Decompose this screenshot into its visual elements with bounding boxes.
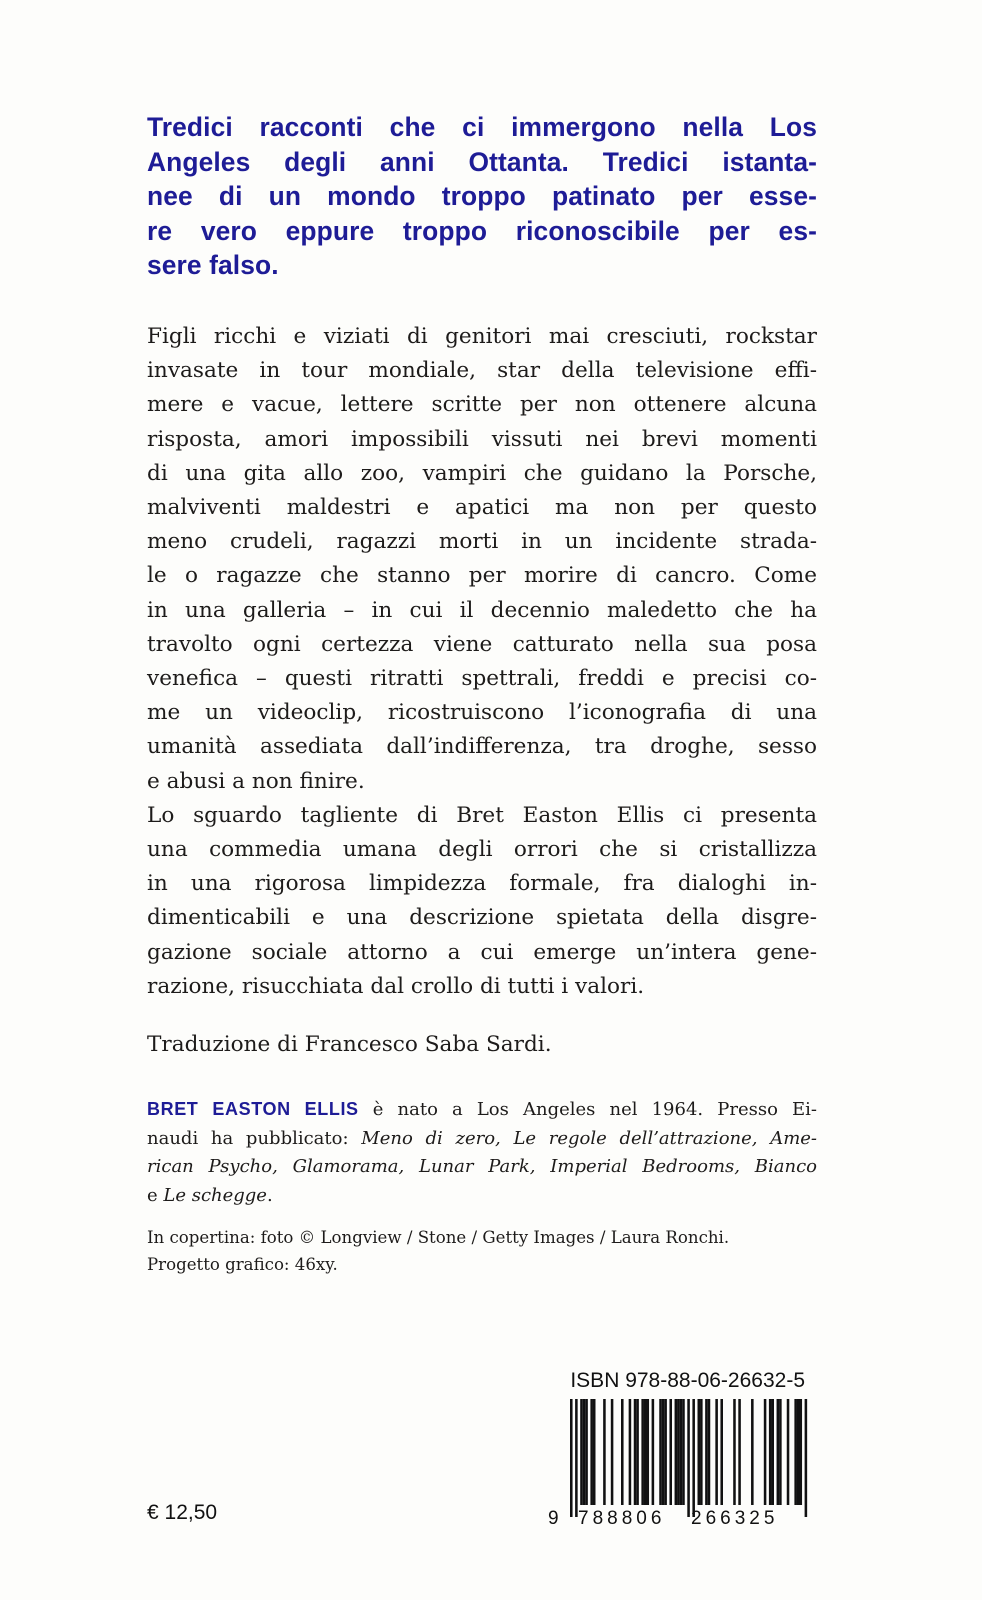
bio-line [147, 1095, 817, 1125]
barcode-bar [705, 1399, 708, 1505]
back-cover-blurb [147, 110, 817, 283]
barcode-bars [570, 1399, 808, 1517]
body-line: in una galleria – in cui il decennio maledetto che ha [147, 597, 817, 623]
description-body [147, 320, 817, 1004]
barcode-bar [675, 1399, 678, 1505]
body-line: travolto ogni certezza viene catturato nella sua posa [147, 631, 817, 657]
body-line: me un videoclip, ricostruiscono l’iconografia di una [147, 700, 817, 726]
barcode-bar [680, 1399, 683, 1505]
body-line: risposta, amori impossibili vissuti nei brevi momenti [147, 426, 817, 452]
barcode-bar [797, 1399, 800, 1505]
barcode-bar [590, 1399, 593, 1505]
body-line: razione, risucchiata dal crollo di tutti i valori. [147, 973, 645, 999]
barcode-bar [715, 1399, 718, 1505]
barcode-bar [692, 1399, 695, 1517]
author-bio [147, 1095, 817, 1211]
barcode-bar [641, 1399, 644, 1505]
blurb-line: Tredici racconti che ci immergono nella Los [147, 112, 817, 142]
barcode-bar [800, 1399, 803, 1505]
barcode-bar [652, 1399, 655, 1505]
author-name: BRET EASTON ELLIS [147, 1099, 359, 1119]
body-line: le o ragazze che stanno per morire di cancro. Come [147, 563, 817, 589]
body-line: in una rigorosa limpidezza formale, fra dialoghi in- [147, 871, 817, 897]
blurb-line: Angeles degli anni Ottanta. Tredici istanta- [147, 146, 817, 177]
barcode-bar [611, 1399, 614, 1505]
barcode-bar [585, 1399, 588, 1505]
barcode-bar [580, 1399, 583, 1505]
barcode-bar [751, 1399, 754, 1505]
blurb-line: nee di un mondo troppo patinato per esse- [147, 181, 817, 212]
barcode-bar [593, 1399, 596, 1505]
body-line: gazione sociale attorno a cui emerge un’intera gene- [147, 939, 817, 965]
barcode-bar [644, 1399, 647, 1505]
barcode-bar [682, 1399, 685, 1505]
barcode-bar [769, 1399, 772, 1505]
barcode-bar [662, 1399, 665, 1505]
barcode-bar [771, 1399, 774, 1505]
body-line: dimenticabili e una descrizione spietata della disgre- [147, 905, 817, 931]
cover-credits [147, 1224, 817, 1278]
bio-line [147, 1153, 817, 1182]
body-line: Lo sguardo tagliente di Bret Easton Ellis ci presenta [147, 802, 817, 828]
blurb-line: sere falso. [147, 250, 279, 281]
bio-titles: Meno di zero, Le regole dell’attrazione, Ame- [361, 1127, 818, 1149]
barcode-bar [636, 1399, 639, 1505]
barcode-bar [708, 1399, 711, 1505]
graphic-design-credit: Progetto grafico: 46xy. [147, 1255, 338, 1274]
barcode-bar [720, 1399, 723, 1505]
bio-line [147, 1182, 817, 1211]
barcode-bar [779, 1399, 782, 1505]
body-line: malviventi maldestri e apatici ma non per questo [147, 495, 817, 521]
barcode-bar [777, 1399, 780, 1505]
body-line: Figli ricchi e viziati di genitori mai cresciuti, rockstar [147, 324, 817, 349]
body-line: e abusi a non finire. [147, 768, 365, 794]
barcode-bar [621, 1399, 624, 1505]
barcode-bar [629, 1399, 632, 1505]
bio-titles: rican Psycho, Glamorama, Lunar Park, Imperial Bedrooms, Bianco [147, 1156, 817, 1178]
bio-text: è nato a Los Angeles nel 1964. Presso Ei- [358, 1099, 817, 1120]
body-line: venefica – questi ritratti spettrali, freddi e precisi co- [147, 666, 817, 692]
barcode-bar [669, 1399, 672, 1505]
barcode-bar [634, 1399, 637, 1505]
barcode-bar [764, 1399, 767, 1505]
barcode-bar [659, 1399, 662, 1505]
body-line: meno crudeli, ragazzi morti in un incidente strada- [147, 529, 817, 555]
barcode-bar [738, 1399, 741, 1505]
ean-barcode [548, 1397, 808, 1527]
translator-credit: Traduzione di Francesco Saba Sardi. [147, 1032, 552, 1057]
barcode-bar [698, 1399, 701, 1505]
barcode-bar [794, 1399, 797, 1505]
blurb-line: re vero eppure troppo riconoscibile per es- [147, 215, 817, 246]
cover-photo-credit: In copertina: foto © Longview / Stone / Getty Images / Laura Ronchi. [147, 1228, 730, 1247]
barcode-bar [570, 1399, 573, 1517]
body-line: di una gita allo zoo, vampiri che guidano la Porsche, [147, 460, 817, 486]
barcode-bar [647, 1399, 650, 1505]
bio-text: . [266, 1185, 273, 1207]
price-label: € 12,50 [147, 1501, 218, 1524]
bio-titles: Le schegge [163, 1185, 267, 1207]
barcode-left-digits: 788806 [578, 1508, 666, 1527]
barcode-right-digits: 266325 [691, 1508, 779, 1527]
body-line: invasate in tour mondiale, star della televisione effi- [147, 358, 817, 384]
barcode-bar [664, 1399, 667, 1505]
bio-text: e [147, 1185, 164, 1207]
barcode-bar [575, 1399, 578, 1517]
body-line: umanità assediata dall’indifferenza, tra droghe, sesso [147, 734, 817, 760]
bio-line [147, 1125, 817, 1154]
bio-text: naudi ha pubblicato: [147, 1127, 362, 1149]
barcode-bar [677, 1399, 680, 1505]
body-line: mere e vacue, lettere scritte per non ottenere alcuna [147, 392, 817, 418]
barcode-bar [583, 1399, 586, 1505]
barcode-bar [733, 1399, 736, 1505]
barcode-bar [787, 1399, 790, 1505]
barcode-bar [687, 1399, 690, 1517]
isbn-label: ISBN 978-88-06-26632-5 [570, 1369, 805, 1392]
barcode-bar [700, 1399, 703, 1505]
barcode-first-digit: 9 [548, 1508, 559, 1527]
barcode-bar [603, 1399, 606, 1505]
body-line: una commedia umana degli orrori che si cristallizza [147, 837, 817, 863]
barcode-bar [805, 1399, 808, 1517]
